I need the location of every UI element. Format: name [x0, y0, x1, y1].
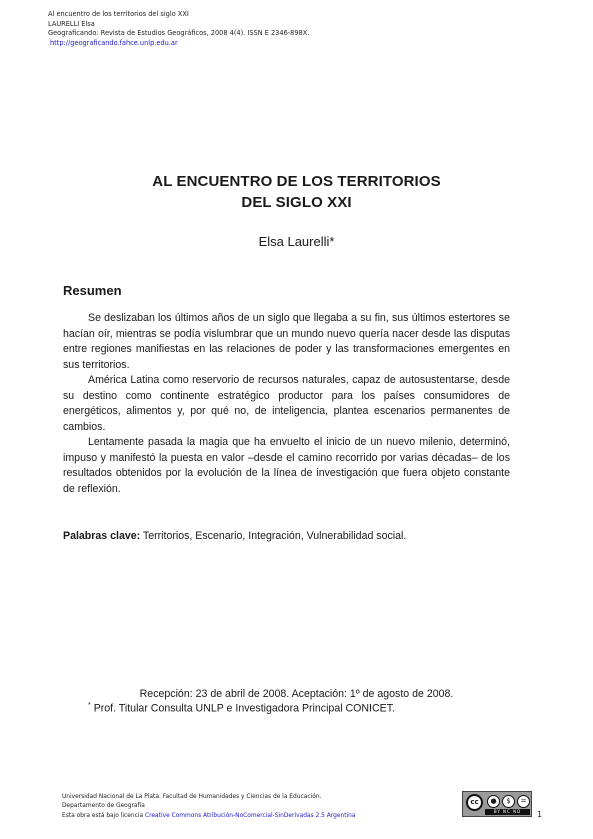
- running-header: [48, 10, 309, 48]
- article-title: [0, 171, 593, 213]
- footnote-text: Prof. Titular Consulta UNLP e Investigadora Principal CONICET.: [93, 702, 395, 715]
- title-line-1: AL ENCUENTRO DE LOS TERRITORIOS: [152, 173, 441, 190]
- abstract-paragraph: Se deslizaban los últimos años de un siglo que llegaba a su fin, sus últimos estertores se hacían oír, mientras se podía vislumbrar que un mundo nuevo quería nacer desde las disputas entre regiones manifiestas en las relaciones de poder y las transformaciones emergentes en sus territorios.: [63, 312, 510, 371]
- creative-commons-badge[interactable]: [462, 791, 532, 817]
- abstract-heading: Resumen: [63, 283, 122, 298]
- attribution-icon: ●: [487, 795, 500, 808]
- header-journal: Geograficando: Revista de Estudios Geográficos, 2008 4(4). ISSN E 2346-898X.: [48, 29, 310, 38]
- noderivatives-icon: =: [517, 795, 530, 808]
- author-name: Elsa Laurelli*: [258, 234, 335, 249]
- header-author: LAURELLI Elsa: [48, 19, 95, 28]
- keywords: [63, 530, 513, 542]
- license-strip: BY NC ND: [485, 809, 530, 815]
- abstract-paragraph: Lentamente pasada la magia que ha envuelto el inicio de un nuevo milenio, determinó, impuso y manifestó la puesta en valor –desde el camino recorrido por varias décadas– de los resultados obtenidos por la evolución de la línea de investigación que fuera objeto constante de reflexión.: [63, 436, 510, 495]
- keywords-label: Palabras clave:: [63, 530, 141, 542]
- abstract-body: [63, 311, 510, 497]
- author-footnote: [88, 702, 395, 715]
- noncommercial-icon: $: [502, 795, 515, 808]
- footer-department: Departamento de Geografía: [62, 803, 145, 810]
- abstract-paragraph: América Latina como reservorio de recursos naturales, capaz de autosustentarse, desde su destino como continente estratégico productor para los países consumidores de energéticos, alimentos y, por qué no, de inteligencia, plantea escenarios permanentes de cambios.: [63, 374, 510, 433]
- reception-dates: Recepción: 23 de abril de 2008. Aceptación: 1º de agosto de 2008.: [139, 688, 454, 700]
- cc-icon: cc: [466, 794, 483, 811]
- title-line-2: DEL SIGLO XXI: [241, 194, 352, 211]
- footer-university: Universidad Nacional de La Plata. Facultad de Humanidades y Ciencias de la Educación.: [62, 794, 322, 800]
- footnote-mark: *: [88, 702, 91, 709]
- license-link[interactable]: Creative Commons Atribución-NoComercial-SinDerivadas 2.5 Argentina: [145, 812, 356, 819]
- footer-license: [62, 812, 355, 821]
- journal-link[interactable]: http://geograficando.fahce.unlp.edu.ar: [50, 38, 178, 47]
- license-prefix: Esta obra está bajo licencia: [62, 812, 144, 819]
- keywords-list: Territorios, Escenario, Integración, Vulnerabilidad social.: [142, 530, 407, 542]
- institution-footer: [62, 793, 355, 821]
- header-article-title: Al encuentro de los territorios del siglo XXI: [48, 10, 189, 18]
- page-number: 1: [537, 810, 543, 819]
